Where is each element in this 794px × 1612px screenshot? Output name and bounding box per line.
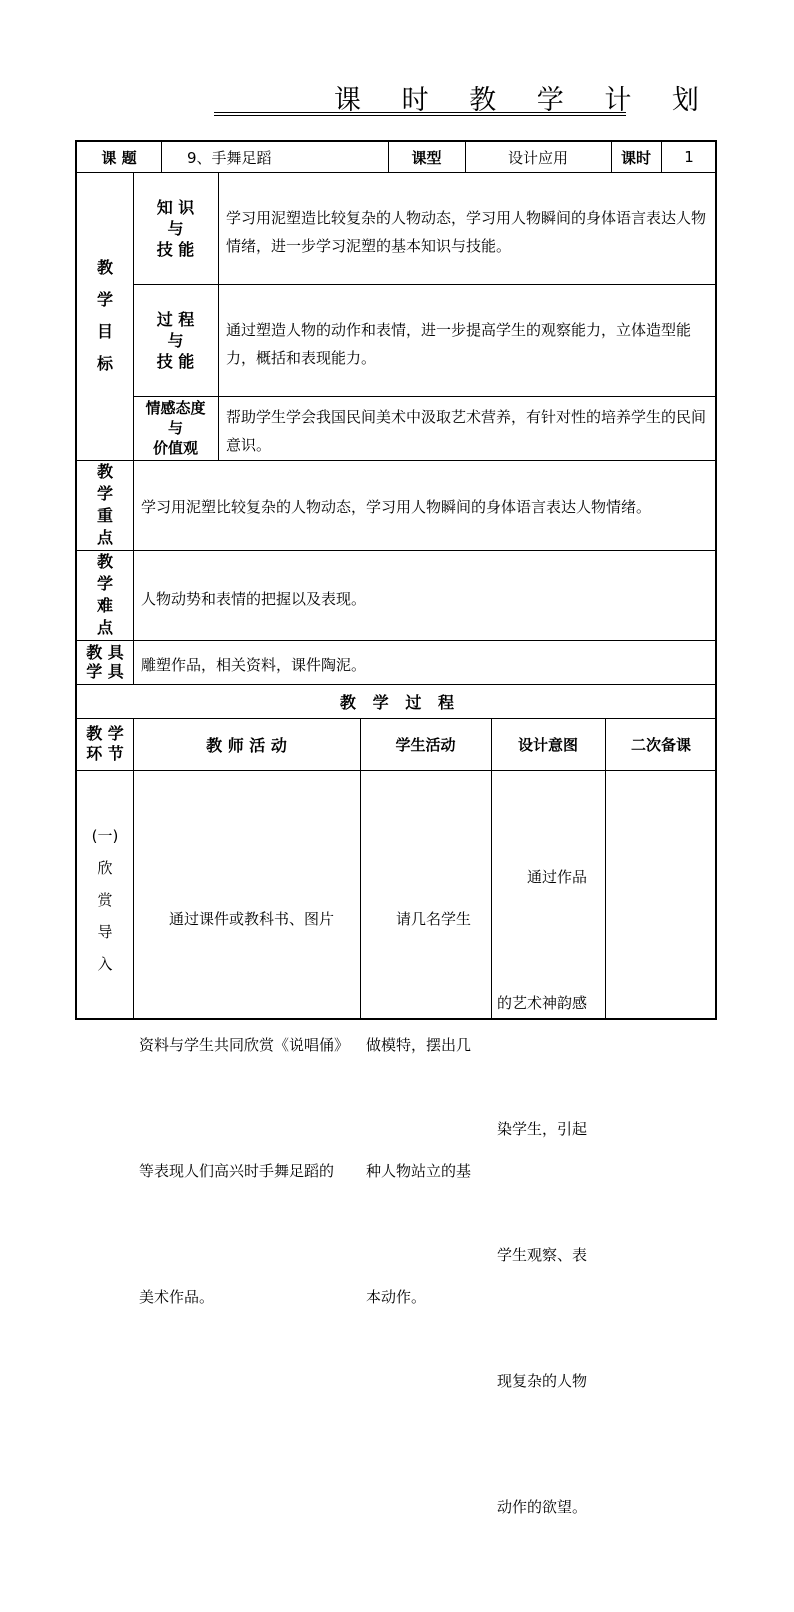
process-label-line: 技 能 (156, 351, 195, 371)
stage1-line: (一) (91, 827, 119, 845)
design-line: 通过作品 (497, 868, 588, 886)
key-points-label-char: 教 (96, 462, 113, 481)
design-line: 动作的欲望。 (497, 1498, 588, 1516)
col-design-header: 设计意图 (517, 735, 578, 754)
topic-label: 课 题 (101, 148, 137, 167)
knowledge-label-line: 与 (167, 218, 184, 238)
knowledge-label (133, 172, 218, 284)
difficulties-label-char: 难 (96, 596, 113, 615)
page-header (214, 78, 715, 118)
type-label: 课型 (411, 148, 442, 167)
page-title: 课 时 教 学 计 划 (334, 85, 715, 116)
type-value: 设计应用 (507, 148, 568, 167)
tools-text: 雕塑作品，相关资料，课件陶泥。 (141, 656, 367, 674)
teacher-line: 等表现人们高兴时手舞足蹈的 (139, 1162, 335, 1180)
knowledge-label-line: 知 识 (156, 197, 195, 217)
student-line: 做模特，摆出几 (366, 1036, 472, 1054)
student-line: 本动作。 (366, 1288, 427, 1306)
key-points-label-char: 学 (96, 484, 113, 503)
design-line: 学生观察、表 (497, 1246, 588, 1264)
knowledge-label-line: 技 能 (156, 239, 195, 259)
emotion-text: 帮助学生学会我国民间美术中汲取艺术营养，有针对性的培养学生的民间意识。 (226, 408, 707, 454)
stage1-line: 赏 (97, 891, 113, 909)
objectives-label-char: 目 (96, 322, 113, 341)
stage1-student-activity (366, 814, 490, 1402)
key-points-label-char: 点 (96, 528, 113, 547)
emotion-label-line: 与 (167, 419, 183, 437)
hours-value: 1 (684, 148, 694, 166)
tools-label-line: 教 具 (86, 643, 124, 662)
key-points-label-char: 重 (96, 506, 113, 525)
col-stage-line: 环 节 (86, 744, 124, 763)
col-notes-header: 二次备课 (630, 735, 691, 754)
student-line: 种人物站立的基 (366, 1162, 472, 1180)
process-skill-label (133, 284, 218, 396)
lesson-plan-table (75, 140, 717, 1516)
process-skill-text: 通过塑造人物的动作和表情，进一步提高学生的观察能力，立体造型能力，概括和表现能力。 (226, 321, 692, 367)
design-line: 现复杂的人物 (497, 1372, 588, 1390)
design-line: 染学生，引起 (497, 1120, 588, 1138)
difficulties-text: 人物动势和表情的把握以及表现。 (141, 590, 367, 608)
design-line: 的艺术神韵感 (497, 994, 588, 1012)
col-teacher-header: 教 师 活 动 (206, 735, 287, 755)
process-label-line: 与 (167, 330, 184, 350)
col-stage-header (77, 718, 133, 770)
teacher-line: 资料与学生共同欣赏《说唱俑》 (139, 1036, 350, 1054)
process-section-title: 教 学 过 程 (339, 692, 455, 712)
stage1-design-intent (497, 772, 605, 1612)
key-points-text: 学习用泥塑比较复杂的人物动态，学习用人物瞬间的身体语言表达人物情绪。 (141, 498, 652, 516)
emotion-label-line: 价值观 (152, 439, 198, 457)
hours-label: 课时 (620, 148, 651, 167)
difficulties-label-char: 学 (96, 574, 113, 593)
stage1-teacher-activity (139, 814, 359, 1402)
tools-label (77, 640, 133, 684)
objectives-label-char: 学 (96, 290, 113, 309)
title-underline (214, 112, 626, 116)
topic-value: 9、手舞足蹈 (187, 149, 272, 167)
emotion-label (133, 396, 218, 460)
stage1-label (77, 820, 133, 980)
teacher-line: 美术作品。 (139, 1288, 215, 1306)
difficulties-label-char: 教 (96, 552, 113, 571)
col-stage-line: 教 学 (86, 724, 124, 743)
objectives-label-char: 标 (96, 354, 113, 373)
col-student-header: 学生活动 (395, 735, 456, 754)
student-line: 请几名学生 (366, 910, 472, 928)
difficulties-label (77, 550, 133, 640)
process-label-line: 过 程 (156, 309, 195, 329)
objectives-label-char: 教 (96, 258, 113, 277)
difficulties-label-char: 点 (96, 618, 113, 637)
objectives-label (77, 172, 133, 460)
key-points-label (77, 460, 133, 550)
stage1-line: 导 (97, 923, 113, 941)
knowledge-text: 学习用泥塑造比较复杂的人物动态，学习用人物瞬间的身体语言表达人物情绪，进一步学习泥塑的基本知识与技能。 (226, 209, 707, 255)
stage1-line: 欣 (97, 859, 113, 877)
stage1-line: 入 (97, 955, 113, 973)
tools-label-line: 学 具 (86, 662, 124, 681)
emotion-label-line: 情感态度 (145, 399, 206, 417)
teacher-line: 通过课件或教科书、图片 (139, 910, 335, 928)
